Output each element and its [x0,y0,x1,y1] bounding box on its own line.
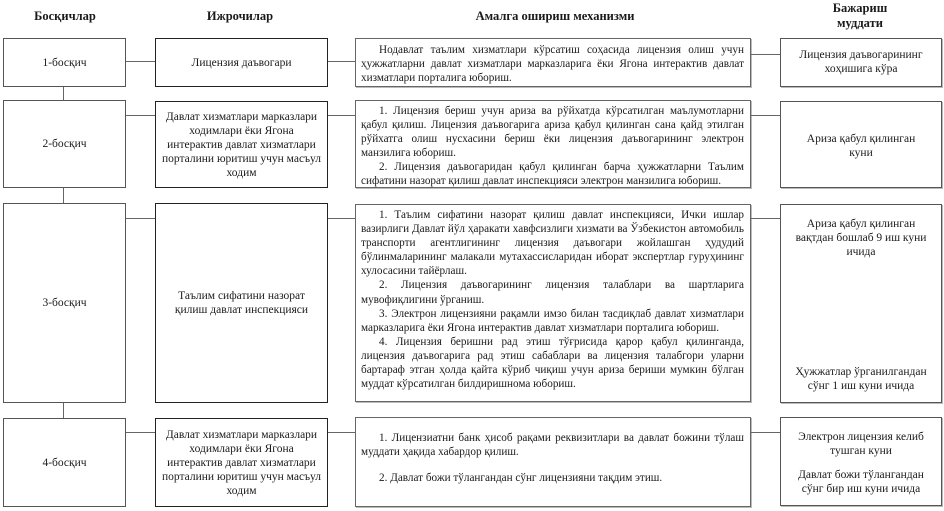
mechanism-text: Нодавлат таълим хизматлари кўрсатиш соҳасида лицензия олиш учун ҳужжатларни давлат хизматлари марказларига ёки Ягона интерактив давлат хизматлари порталига юбориш. [361,44,744,85]
mechanism-step: 1. Лицензия бериш учун ариза ва рўйхатда кўрсатилган маълумотларни қабул қилиш. Лицензия даъвогарига ариза қабул қилинган сана қайд этилган рўйхатга олиш нусхасини бериш ёки лицензия даъвогарининг электрон манзилига юбориш. [361,105,744,160]
mechanism-box [355,417,751,507]
stage-box [3,38,126,87]
deadline-box [780,417,942,506]
header-executors: Ижрочилар [206,9,274,23]
mechanism-box [355,100,751,188]
mechanism-box [355,38,751,87]
deadline-text: Давлат божи тўлангандан сўнг бир иш куни ичида [798,469,924,495]
stage-connector [63,86,64,100]
connector [126,432,155,433]
mechanism-step: 2. Давлат божи тўлангандан сўнг лицензияни тақдим этиш. [379,472,663,485]
executor-box [155,38,328,87]
mechanism-step: 1. Лицензиатни банк ҳисоб рақами реквизитлари ва давлат божини тўлаш муддати ҳақида хабардор қилиш. [361,432,744,459]
deadline-text: Лицензия даъвогарининг хоҳишига кўра [799,49,923,75]
deadline-text: Ҳужжатлар ўрганилгандан сўнг 1 иш куни ичида [795,366,927,392]
deadline-text: Электрон лицензия келиб тушган куни [798,431,924,457]
mechanism-step: 3. Электрон лицензияни рақамли имзо билан тасдиқлаб давлат хизматлари марказларига ёки Ягона интерактив давлат хизматлари порталига юбориш. [361,307,744,334]
deadline-box [780,204,942,403]
connector [751,115,780,116]
executor-box [155,101,328,188]
mechanism-step: 2. Лицензия даъвогаридан қабул қилинган барча ҳужжатларни Таълим сифатини назорат қилиш давлат инспекцияси электрон манзилига юбориш. [361,161,744,188]
executor-box [155,203,328,403]
connector [126,61,155,62]
header-deadline-line1: Бажариш [832,1,888,15]
connector [328,61,355,62]
stage-label: 1-босқич [42,56,87,69]
connector [751,218,780,219]
stage-label: 4-босқич [42,456,87,469]
connector [126,218,155,219]
executor-label: Таълим сифатини назорат қилиш давлат инспекцияси [174,290,309,316]
stage-label: 3-босқич [42,297,87,309]
stage-box [3,418,126,507]
header-deadline-line2: муддати [837,16,883,30]
mechanism-step: 4. Лицензия беришни рад этиш тўғрисида қарор қабул қилинганда, лицензия даъвогарига рад этиш сабаблари ва лицензия талабгори уларни бартараф этган ҳолда қайта кўриб чиқиш учун ариза бериши мумкин бўлган муддат кўрсатилган билдиришнома юбориш. [361,335,744,391]
header-deadline [800,1,920,31]
executor-label: Лицензия даъвогари [191,56,292,69]
mechanism-box [355,204,751,402]
executor-box [155,418,328,507]
executor-label: Давлат хизматлари марказлари ходимлари ёки Ягона интерактив давлат хизматлари порталини юритиш учун масъул ходим [162,110,322,179]
deadline-text: Ариза қабул қилинган вақтдан бошлаб 9 иш куни ичида [795,218,927,258]
executor-label: Давлат хизматлари марказлари ходимлари ёки Ягона интерактив давлат хизматлари порталини юритиш учун масъул ходим [162,428,322,497]
stage-connector [63,403,64,418]
stage-box [3,100,126,188]
deadline-text: Ариза қабул қилинган куни [806,133,916,159]
connector [328,218,355,219]
deadline-box [780,101,942,188]
connector [328,432,355,433]
connector [126,115,155,116]
mechanism-step: 1. Таълим сифатини назорат қилиш давлат инспекцияси, Ички ишлар вазирлиги Давлат йўл ҳаракати хавфсизлиги хизмати ва Ўзбекистон автомобиль транспорти агентлигининг лицензия даъвогари жойлашган ҳудудий бўлинмаларининг малакали мутахассисларидан иборат экспертлар гуруҳининг хулосасини тайёрлаш. [361,209,744,278]
connector [328,115,355,116]
stage-connector [63,187,64,203]
stage-box [3,203,126,403]
connector [751,54,780,55]
header-stages: Босқичлар [34,9,96,23]
mechanism-step: 2. Лицензия даъвогарининг лицензия талаблари ва шартларига мувофиқлигини ўрганиш. [361,279,744,306]
stage-label: 2-босқич [42,138,87,150]
deadline-box [780,38,942,87]
connector [751,432,780,433]
header-mechanism: Амалга ошириш механизми [475,9,635,23]
